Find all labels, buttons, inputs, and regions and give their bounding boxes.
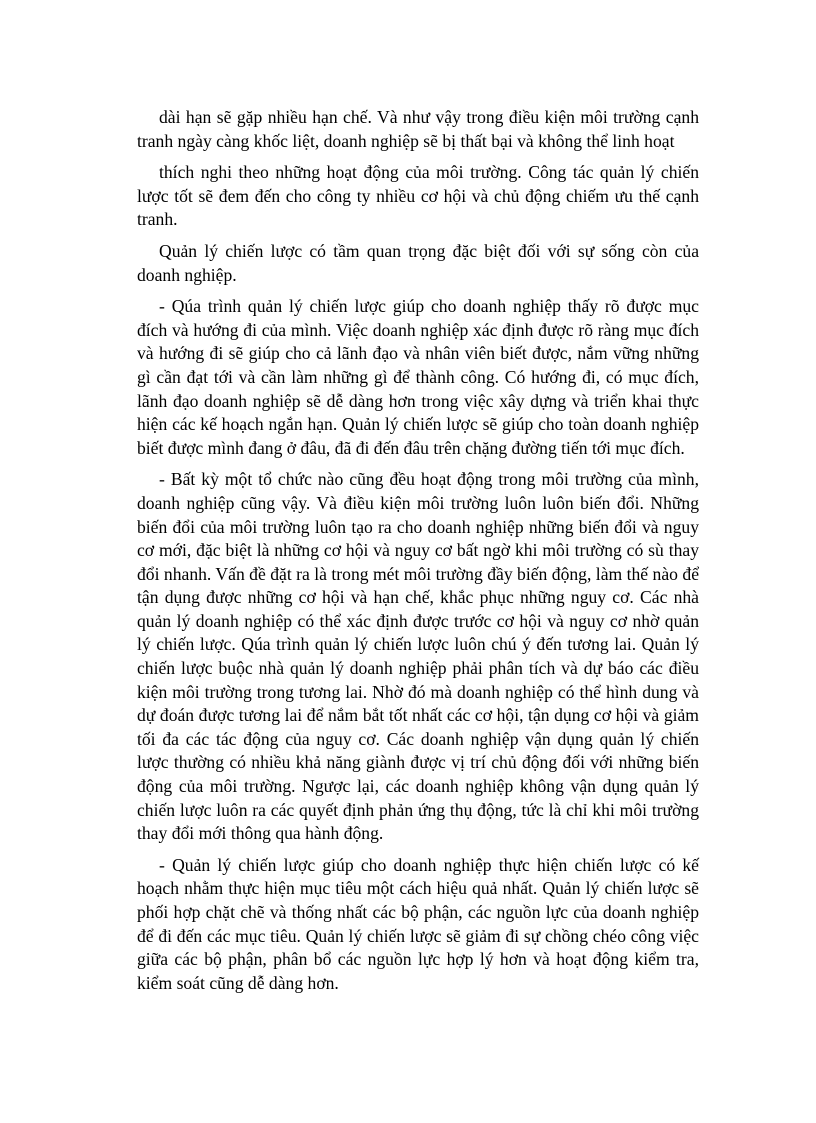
paragraph-3: Quản lý chiến lược có tầm quan trọng đặc biệt đối với sự sống còn của doanh nghiệp. (137, 240, 699, 285)
paragraph-2: thích nghi theo những hoạt động của môi trường. Công tác quản lý chiến lược tốt sẽ đem đến cho công ty nhiều cơ hội và chủ động chiếm ưu thế cạnh tranh. (137, 162, 699, 230)
document-body (137, 106, 699, 995)
paragraph-1: dài hạn sẽ gặp nhiều hạn chế. Và như vậy trong điều kiện môi trường cạnh tranh ngày càng khốc liệt, doanh nghiệp sẽ bị thất bại và không thể linh hoạt (137, 107, 699, 151)
paragraph-4: - Qúa trình quản lý chiến lược giúp cho doanh nghiệp thấy rõ được mục đích và hướng đi của mình. Việc doanh nghiệp xác định được rõ ràng mục đích và hướng đi sẽ giúp cho cả lãnh đạo và nhân viên biết được, nắm vững những gì cần đạt tới và cần làm những gì để thành công. Có hướng đi, có mục đích, lãnh đạo doanh nghiệp sẽ dễ dàng hơn trong việc xây dựng và triển khai thực hiện các kế hoạch ngắn hạn. Quản lý chiến lược sẽ giúp cho toàn doanh nghiệp biết được mình đang ở đâu, đã đi đến đâu trên chặng đường tiến tới mục đích. (137, 296, 699, 458)
paragraph-6: - Quản lý chiến lược giúp cho doanh nghiệp thực hiện chiến lược có kế hoạch nhằm thực hiện mục tiêu một cách hiệu quả nhất. Quản lý chiến lược sẽ phối hợp chặt chẽ và thống nhất các bộ phận, các nguồn lực của doanh nghiệp để đi đến các mục tiêu. Quản lý chiến lược sẽ giảm đi sự chồng chéo công việc giữa các bộ phận, phân bổ các nguồn lực hợp lý hơn và hoạt động kiểm tra, kiểm soát cũng dễ dàng hơn. (137, 854, 699, 993)
paragraph-5: - Bất kỳ một tổ chức nào cũng đều hoạt động trong môi trường của mình, doanh nghiệp cũng vậy. Và điều kiện môi trường luôn luôn biến đổi. Những biến đổi của môi trường luôn tạo ra cho doanh nghiệp những biến đổi và nguy cơ mới, đặc biệt là những cơ hội và nguy cơ bất ngờ khi môi trường có sù thay đổi nhanh. Vấn đề đặt ra là trong mét môi trường đầy biến động, làm thế nào để tận dụng được những cơ hội và hạn chế, khắc phục những nguy cơ. Các nhà quản lý doanh nghiệp có thể xác định được trước cơ hội và nguy cơ nhờ quản lý chiến lược. Qúa trình quản lý chiến lược luôn chú ý đến tương lai. Quản lý chiến lược buộc nhà quản lý doanh nghiệp phải phân tích và dự báo các điều kiện môi trường trong tương lai. Nhờ đó mà doanh nghiệp có thể hình dung và dự đoán được tương lai để nắm bắt tốt nhất các cơ hội, tận dụng cơ hội và giảm tối đa các tác động của nguy cơ. Các doanh nghiệp vận dụng quản lý chiến lược thường có nhiều khả năng giành được vị trí chủ động đối với những biến động của môi trường. Ngược lại, các doanh nghiệp không vận dụng quản lý chiến lược luôn ra các quyết định phản ứng thụ động, tức là chỉ khi môi trường thay đổi mới thông qua hành động. (137, 469, 699, 844)
